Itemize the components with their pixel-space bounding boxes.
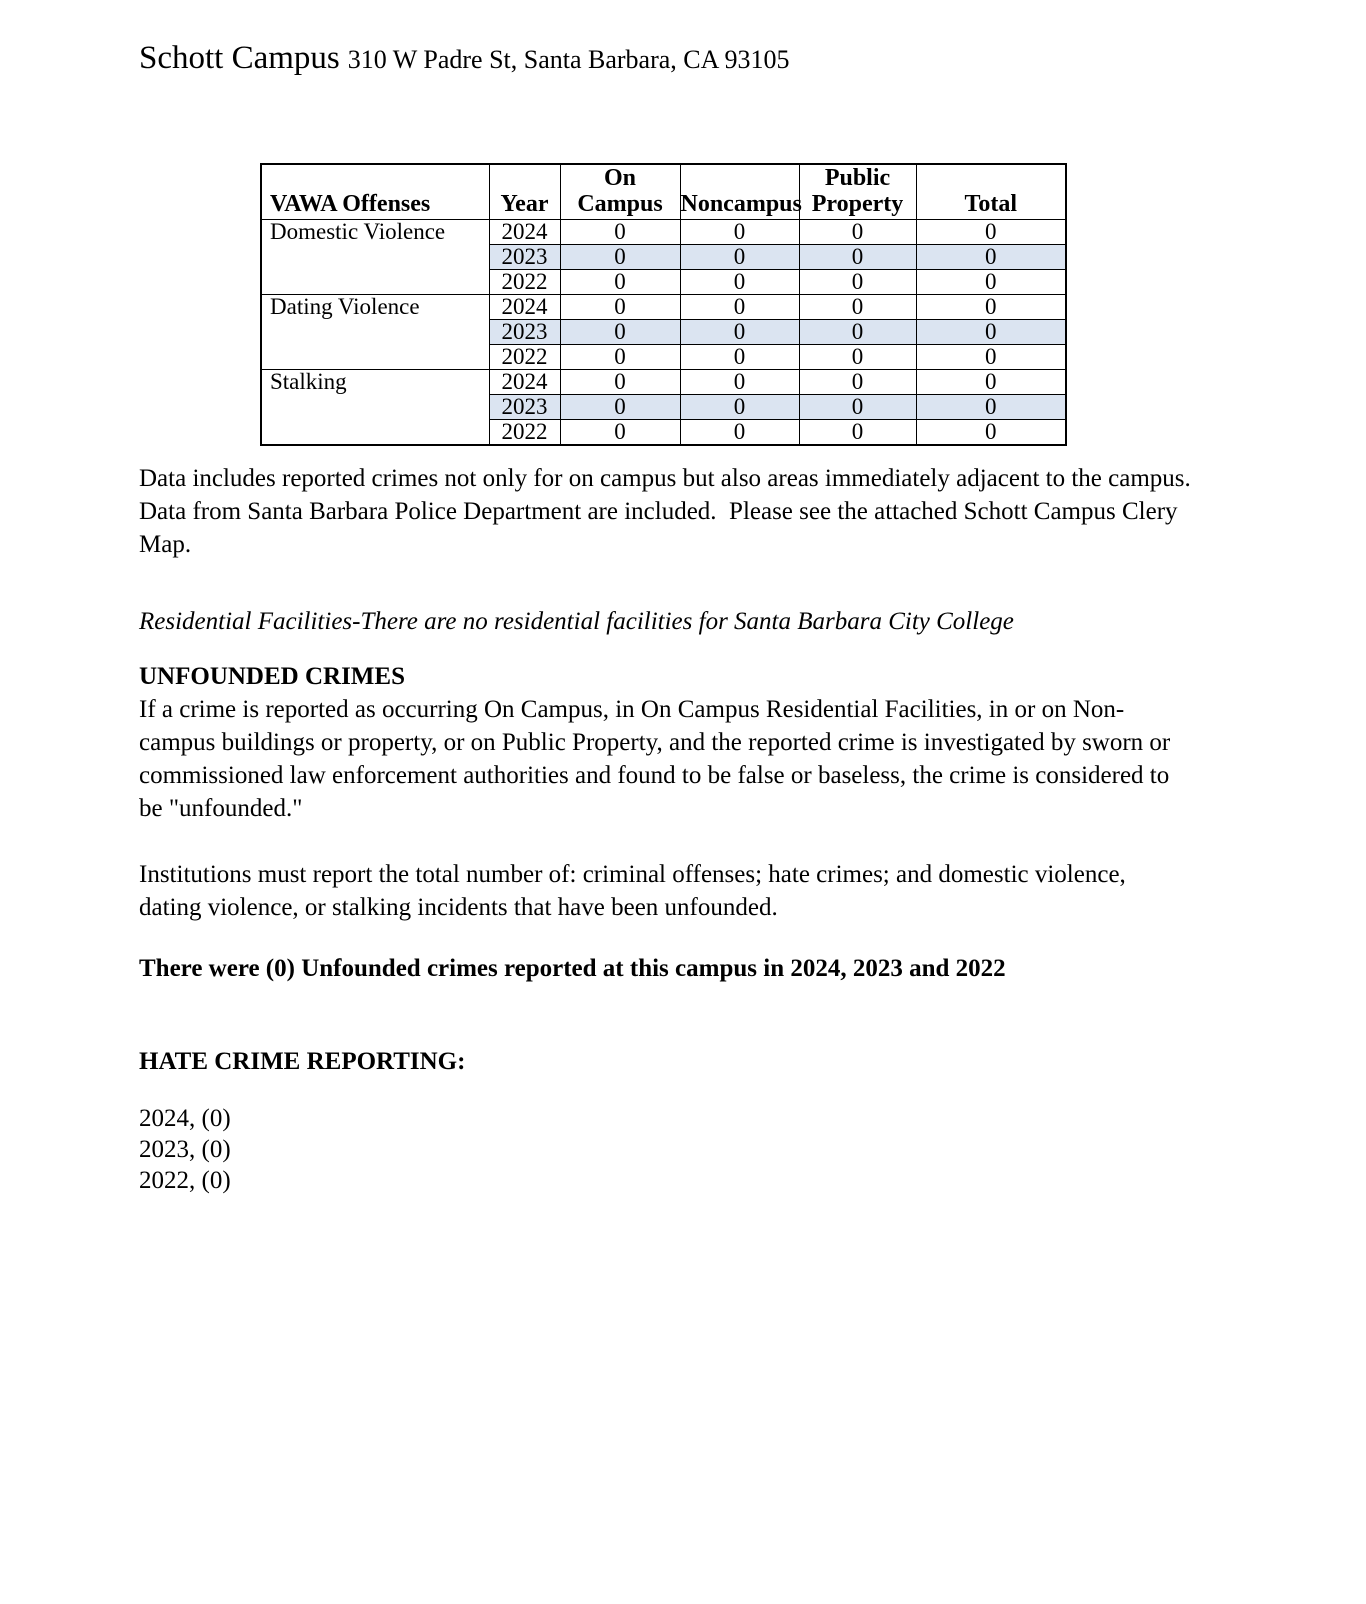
year-cell: 2022 (489, 270, 560, 295)
reporting-requirement: Institutions must report the total number of: criminal offenses; hate crimes; and domestic violence, dating violence, or stalking incidents that have been unfounded. (139, 861, 1133, 921)
count-cell-noncampus: 0 (680, 295, 799, 320)
count-cell-total: 0 (916, 345, 1066, 370)
table-row (261, 220, 1066, 245)
year-cell: 2022 (489, 420, 560, 446)
count-cell-public-property: 0 (799, 320, 916, 345)
count-cell-public-property: 0 (799, 370, 916, 395)
count-cell-noncampus: 0 (680, 345, 799, 370)
vawa-table-body (261, 220, 1066, 446)
unfounded-crimes-heading: UNFOUNDED CRIMES (139, 663, 405, 690)
count-cell-public-property: 0 (799, 395, 916, 420)
unfounded-summary: There were (0) Unfounded crimes reported at this campus in 2024, 2023 and 2022 (139, 955, 1006, 982)
hate-crime-year-item: 2022, (0) (139, 1167, 231, 1194)
count-cell-total: 0 (916, 270, 1066, 295)
count-cell-on-campus: 0 (560, 220, 680, 245)
count-cell-on-campus: 0 (560, 270, 680, 295)
table-row (261, 295, 1066, 320)
count-cell-total: 0 (916, 295, 1066, 320)
year-cell: 2024 (489, 370, 560, 395)
count-cell-on-campus: 0 (560, 345, 680, 370)
count-cell-on-campus: 0 (560, 320, 680, 345)
count-cell-public-property: 0 (799, 220, 916, 245)
count-cell-total: 0 (916, 220, 1066, 245)
column-header-total: Total (916, 164, 1066, 220)
column-header-year: Year (489, 164, 560, 220)
unfounded-definition: If a crime is reported as occurring On Campus, in On Campus Residential Facilities, in or on Non-campus buildings or property, or on Public Property, and the reported crime is investigated by sworn or commissioned law enforcement authorities and found to be false or baseless, the crime is considered to be "unfounded." (139, 696, 1177, 822)
title-spacer (340, 39, 348, 75)
count-cell-noncampus: 0 (680, 370, 799, 395)
offense-cell: Stalking (261, 370, 489, 446)
column-header-on-campus: On Campus (560, 164, 680, 220)
campus-name: Schott Campus (139, 40, 340, 76)
count-cell-public-property: 0 (799, 345, 916, 370)
body-text (139, 462, 1197, 1196)
column-header-public-property: Public Property (799, 164, 916, 220)
year-cell: 2023 (489, 245, 560, 270)
count-cell-public-property: 0 (799, 420, 916, 446)
count-cell-on-campus: 0 (560, 395, 680, 420)
count-cell-on-campus: 0 (560, 370, 680, 395)
count-cell-on-campus: 0 (560, 420, 680, 446)
count-cell-on-campus: 0 (560, 295, 680, 320)
count-cell-noncampus: 0 (680, 395, 799, 420)
count-cell-noncampus: 0 (680, 220, 799, 245)
count-cell-total: 0 (916, 370, 1066, 395)
count-cell-public-property: 0 (799, 270, 916, 295)
campus-address: 310 W Padre St, Santa Barbara, CA 93105 (347, 45, 790, 74)
year-cell: 2024 (489, 295, 560, 320)
count-cell-public-property: 0 (799, 295, 916, 320)
table-header-row (261, 164, 1066, 220)
count-cell-noncampus: 0 (680, 245, 799, 270)
hate-crime-heading: HATE CRIME REPORTING: (139, 1048, 466, 1075)
residential-facilities-note: Residential Facilities-There are no residential facilities for Santa Barbara City College (139, 608, 1014, 635)
count-cell-total: 0 (916, 245, 1066, 270)
adjacent-data-note: Data includes reported crimes not only for on campus but also areas immediately adjacent to the campus. Data from Santa Barbara Police Department are included. Please see the attached Schott Campus Clery Map. (139, 465, 1197, 558)
vawa-offenses-table (260, 163, 1067, 446)
count-cell-on-campus: 0 (560, 245, 680, 270)
page-title (0, 0, 1366, 83)
count-cell-noncampus: 0 (680, 270, 799, 295)
column-header-noncampus: Noncampus (680, 164, 799, 220)
count-cell-noncampus: 0 (680, 420, 799, 446)
column-header-vawa-offenses: VAWA Offenses (261, 164, 489, 220)
offense-cell: Domestic Violence (261, 220, 489, 295)
year-cell: 2024 (489, 220, 560, 245)
hate-crime-years-list (139, 1103, 1193, 1196)
count-cell-public-property: 0 (799, 245, 916, 270)
count-cell-noncampus: 0 (680, 320, 799, 345)
table-row (261, 370, 1066, 395)
year-cell: 2023 (489, 395, 560, 420)
hate-crime-year-item: 2024, (0) (139, 1105, 231, 1132)
count-cell-total: 0 (916, 420, 1066, 446)
count-cell-total: 0 (916, 395, 1066, 420)
year-cell: 2023 (489, 320, 560, 345)
count-cell-total: 0 (916, 320, 1066, 345)
offense-cell: Dating Violence (261, 295, 489, 370)
hate-crime-year-item: 2023, (0) (139, 1136, 231, 1163)
year-cell: 2022 (489, 345, 560, 370)
